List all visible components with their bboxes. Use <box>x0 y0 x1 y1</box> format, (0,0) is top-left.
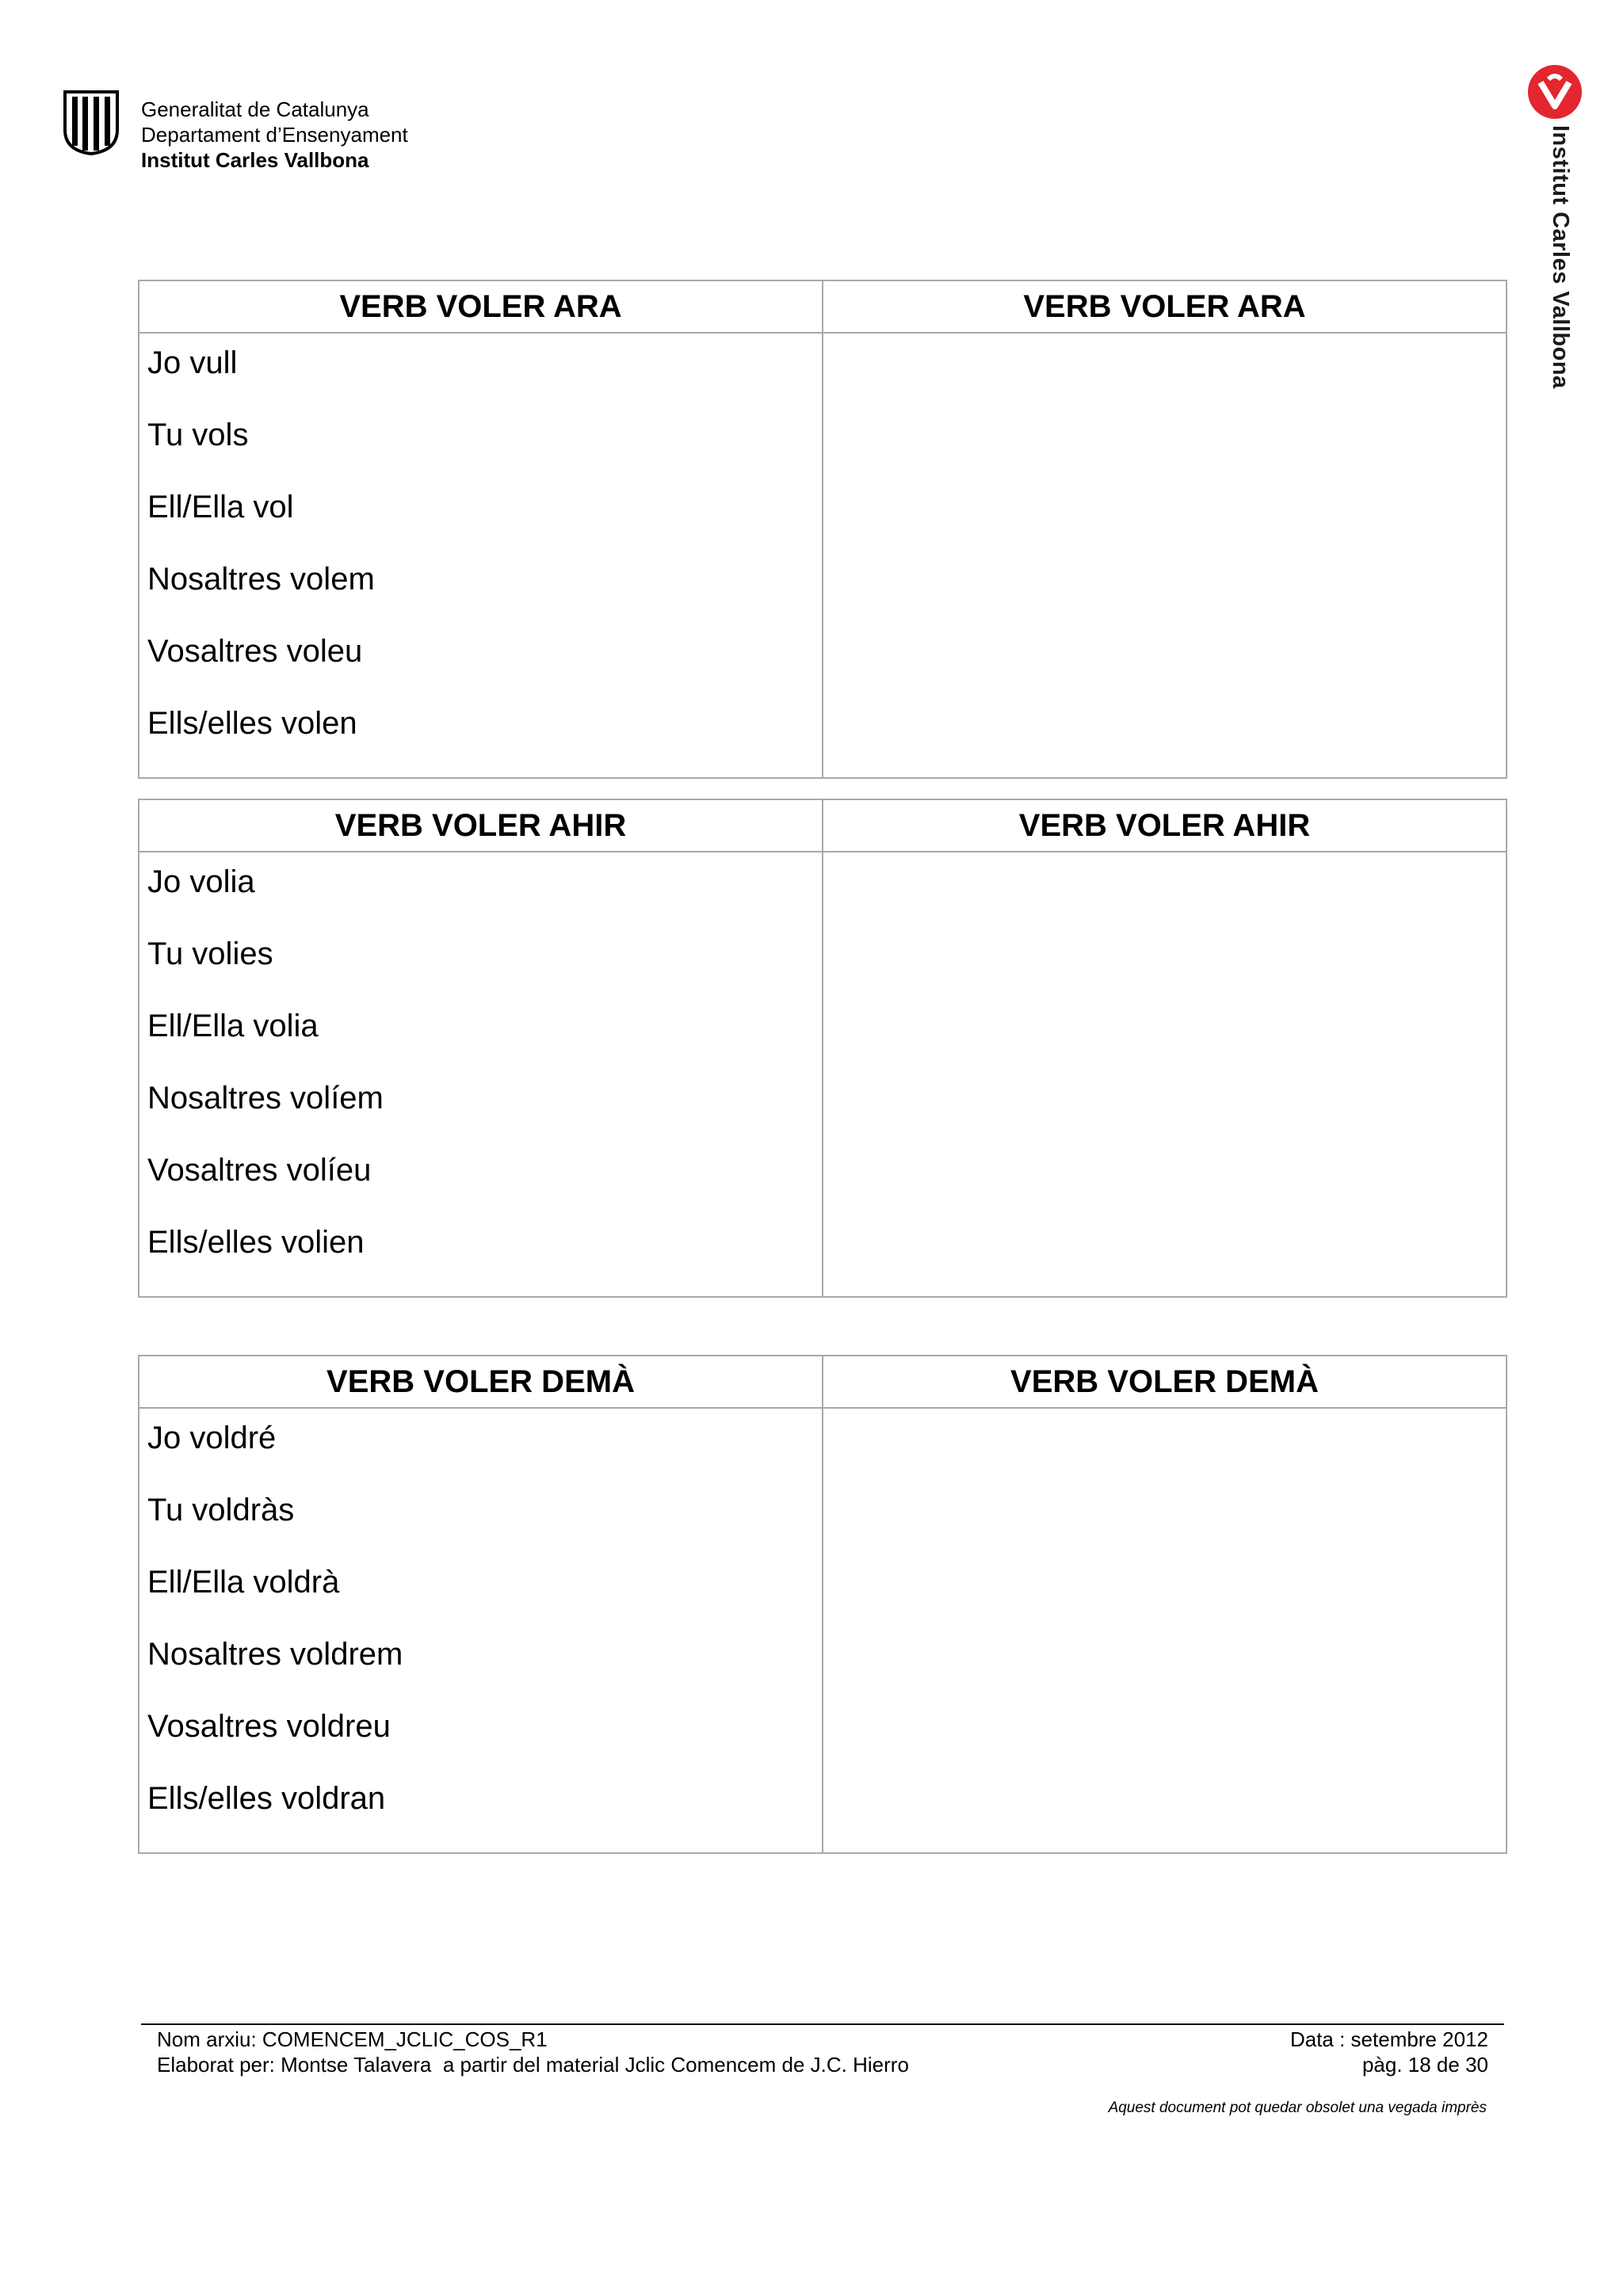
conjugation-line: Nosaltres volem <box>147 562 375 597</box>
conjugation-line: Ell/Ella voldrà <box>147 1565 340 1600</box>
table-heading-right: VERB VOLER AHIR <box>823 799 1507 852</box>
footer-page-number: pàg. 18 de 30 <box>1361 2053 1488 2077</box>
verb-table-dema <box>138 1355 1507 1854</box>
conjugation-line: Tu volies <box>147 936 273 971</box>
table-heading-left: VERB VOLER ARA <box>139 280 823 333</box>
table-heading-right: VERB VOLER DEMÀ <box>823 1356 1507 1408</box>
conjugation-cell <box>139 1408 823 1853</box>
conjugation-line: Nosaltres voldrem <box>147 1637 403 1672</box>
conjugation-line: Tu voldràs <box>147 1493 295 1527</box>
verb-table-ara <box>138 280 1507 779</box>
footer-file-name: Nom arxiu: COMENCEM_JCLIC_COS_R1 <box>157 2027 548 2051</box>
conjugation-line: Jo voldré <box>147 1421 277 1455</box>
conjugation-line: Jo volia <box>147 864 255 899</box>
conjugation-line: Ells/elles volen <box>147 706 357 741</box>
footer-left <box>157 2027 909 2077</box>
institution-header <box>141 97 408 173</box>
empty-answer-cell <box>823 852 1507 1297</box>
conjugation-line: Jo vull <box>147 345 238 380</box>
institut-logo-icon <box>1526 63 1583 120</box>
header-line-institut: Institut Carles Vallbona <box>141 148 369 172</box>
footer-author: Elaborat per: Montse Talavera a partir del material Jclic Comencem de J.C. Hierro <box>157 2053 909 2077</box>
conjugation-line: Vosaltres voleu <box>147 634 363 669</box>
conjugation-line: Vosaltres voldreu <box>147 1709 391 1744</box>
conjugation-cell <box>139 333 823 778</box>
header-line-departament: Departament d’Ensenyament <box>141 123 408 147</box>
footer-date: Data : setembre 2012 <box>1289 2027 1488 2051</box>
conjugation-line: Ell/Ella vol <box>147 490 294 524</box>
footer-obsolete-note: Aquest document pot quedar obsolet una vegada imprès <box>1108 2100 1487 2116</box>
footer-right <box>1290 2027 1488 2077</box>
empty-answer-cell <box>823 1408 1507 1853</box>
table-heading-left: VERB VOLER AHIR <box>139 799 823 852</box>
table-heading-right: VERB VOLER ARA <box>823 280 1507 333</box>
empty-answer-cell <box>823 333 1507 778</box>
conjugation-line: Vosaltres volíeu <box>147 1153 372 1188</box>
footer-divider <box>141 2023 1504 2025</box>
conjugation-line: Nosaltres volíem <box>147 1081 384 1116</box>
table-heading-left: VERB VOLER DEMÀ <box>139 1356 823 1408</box>
generalitat-logo-icon <box>62 89 120 155</box>
conjugation-line: Tu vols <box>147 418 249 452</box>
conjugation-line: Ell/Ella volia <box>147 1009 319 1043</box>
verb-table-ahir <box>138 799 1507 1298</box>
conjugation-cell <box>139 852 823 1297</box>
conjugation-line: Ells/elles volien <box>147 1225 365 1260</box>
header-line-generalitat: Generalitat de Catalunya <box>141 97 369 121</box>
conjugation-line: Ells/elles voldran <box>147 1781 386 1816</box>
institut-vertical-label: Institut Carles Vallbona <box>1548 125 1573 389</box>
